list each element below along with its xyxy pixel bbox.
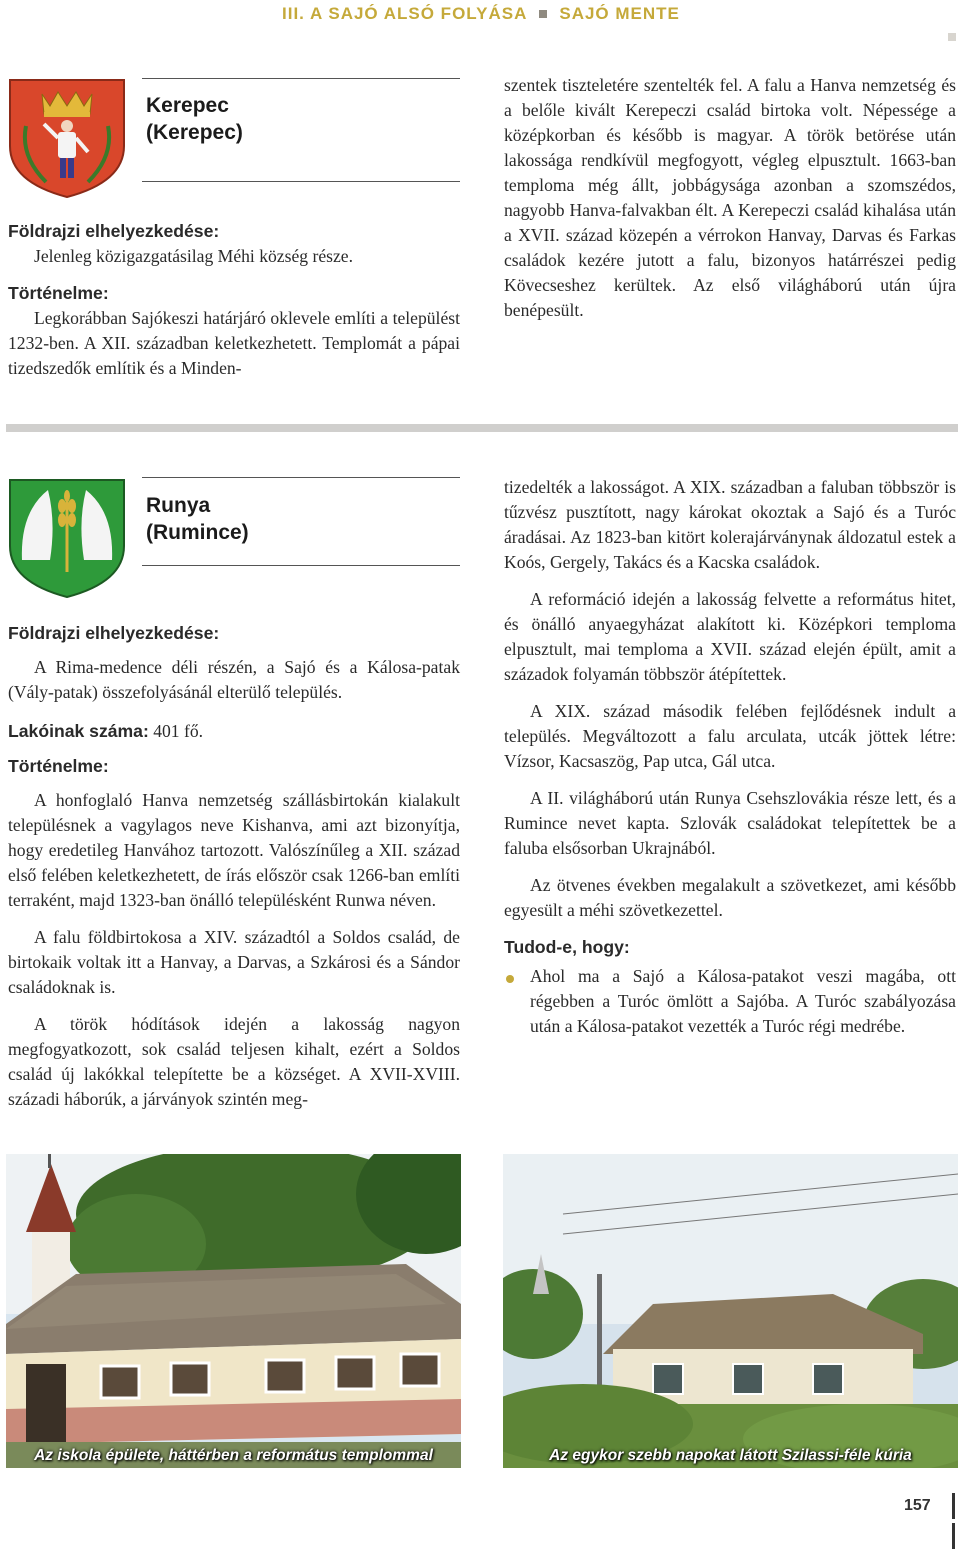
kerepec-history-text: Legkorábban Sajókeszi határjáró oklevele említi a települést 1232-ben. A XII. században keletkezhetett. Templomát a pápai tizedszedők említik és a Minden- — [8, 308, 460, 378]
kerepec-left-column — [8, 219, 460, 381]
school-building-photo — [6, 1154, 461, 1468]
runya-history-paragraph: A falu földbirtokosa a XIV. századtól a Soldos család, de birtokaik voltak itt a Hanvay, a Darvas, a Szkárosi és a Sándor családoknak is. — [8, 927, 460, 997]
kerepec-right-column — [504, 73, 956, 323]
header-separator-square — [539, 10, 547, 18]
page-number: 157 — [904, 1497, 931, 1514]
runya-right-column — [504, 475, 956, 1039]
school-photo-caption: Az iskola épülete, háttérben a református templommal — [34, 1447, 433, 1464]
runya-geo-heading: Földrajzi elhelyezkedése: — [8, 623, 220, 643]
runya-population-value: 401 fő. — [148, 721, 204, 741]
runya-history-paragraph: Az ötvenes években megalakult a szövetkezet, ami később egyesült a méhi szövetkezettel. — [504, 875, 956, 920]
tudod-e-heading: Tudod-e, hogy: — [504, 937, 630, 957]
tudod-e-list-item — [504, 964, 956, 1039]
runya-history-heading: Történelme: — [8, 756, 109, 776]
section-divider — [6, 424, 958, 432]
page-number-bar — [952, 1523, 955, 1549]
runya-geo-text: A Rima-medence déli részén, a Sajó és a Kálosa-patak (Vály-patak) összefolyásánál elterülő település. — [8, 657, 460, 702]
header-subsection: SAJÓ MENTE — [559, 4, 680, 23]
runya-title-rule-top — [142, 477, 460, 478]
runya-name-slovak: (Rumince) — [146, 521, 249, 544]
runya-name-hungarian: Runya — [146, 494, 211, 517]
kerepec-coat-of-arms — [6, 76, 128, 200]
kerepec-name-hungarian: Kerepec — [146, 94, 229, 117]
header-section: III. A SAJÓ ALSÓ FOLYÁSA — [282, 4, 528, 23]
runya-history-paragraph: A honfoglaló Hanva nemzetség szállásbirtokán kialakult településnek a vagylagos neve Kishanva, ami azt bizonyítja, hogy eredetileg Hanvához tartozott. Valószínűleg a XII. század első felében keletkezhetett, de írás először csak 1266-ban említi terraként, majd 1323-ban önálló településként Runwa néven. — [8, 790, 460, 910]
runya-history-paragraph: A II. világháború után Runya Csehszlovákia része lett, és a Rumince nevet kapta. Szlovák családokat telepítettek be a faluba elsősorban Ukrajnából. — [504, 788, 956, 858]
runya-history-paragraph: A XIX. század második felében fejlődésnek indult a település. Megváltozott a falu arculata, utcák jöttek létre: Vízsor, Kacsaszög, Pap utca, Gál utca. — [504, 701, 956, 771]
bullet-dot-icon — [506, 975, 514, 983]
runya-population-label: Lakóinak száma: — [8, 721, 149, 741]
kerepec-history-continued: szentek tiszteletére szentelték fel. A falu a Hanva nemzetség és a belőle kivált Kerepeczi család birtoka volt. Népessége a középkorban és később is magyar. A török betörése után lakossága rendkívül megfogyott, végleg elpusztult. 1663-ban temploma még állt, jobbágysága azonban a szomszédos, nagyobb Hanva-falvakban élt. A Kerepeczi család kihalása után a XVII. század közepén a vérrokon Hanvay, Darvas és Farkas családok kezére jutott a falu, bizonyos határrészei pedig Kövecseshez kerültek. Az első világháború után újra benépesült. — [504, 75, 956, 320]
kerepec-geo-heading: Földrajzi elhelyezkedése: — [8, 221, 220, 241]
page-number-bar — [952, 1493, 955, 1519]
runya-village-name — [146, 492, 249, 546]
kerepec-title-rule-top — [142, 78, 460, 79]
kerepec-history-heading: Történelme: — [8, 283, 109, 303]
tudod-e-text: Ahol ma a Sajó a Kálosa-patakot veszi magába, ott régebben a Turóc ömlött a Sajóba. A Turóc szabályozása után a Kálosa-patakot vezették a Turóc régi medrébe. — [530, 966, 956, 1036]
manor-photo-caption: Az egykor szebb napokat látott Szilassi-féle kúria — [549, 1447, 912, 1464]
runya-coat-of-arms — [6, 476, 128, 600]
runya-history-paragraph: A török hódítások idején a lakosság nagyon megfogyatkozott, sok család teljesen kihalt, ezért a Soldos család új lakókkal telepítette be a községet. A XVII-XVIII. századi háborúk, a járványok szintén meg- — [8, 1014, 460, 1109]
header-corner-mark — [948, 33, 956, 41]
runya-history-paragraph: A reformáció idején a lakosság felvette a református hitet, és önálló anyaegyházat alakított ki. Középkori temploma elpusztult, mai temploma a XVII. század elején épült, amit a századok folyamán többször átépítettek. — [504, 589, 956, 684]
runya-history-paragraph: tizedelték a lakosságot. A XIX. században a faluban többször is tűzvész pusztított, nagy károkat okoztak a Sajó és a Turóc áradásai. Az 1823-ban kitört kolerajárványnak áldozatul estek a Koós, Gergely, Takács és a Kacska családok. — [504, 477, 956, 572]
szilassi-manor-photo — [503, 1154, 958, 1468]
kerepec-name-slovak: (Kerepec) — [146, 121, 243, 144]
runya-title-rule-bottom — [142, 565, 460, 566]
running-header — [282, 4, 680, 24]
runya-left-column — [8, 621, 460, 1112]
kerepec-village-name — [146, 92, 243, 146]
kerepec-geo-text: Jelenleg közigazgatásilag Méhi község része. — [34, 246, 353, 266]
runya-population — [8, 719, 460, 744]
kerepec-title-rule-bottom — [142, 181, 460, 182]
